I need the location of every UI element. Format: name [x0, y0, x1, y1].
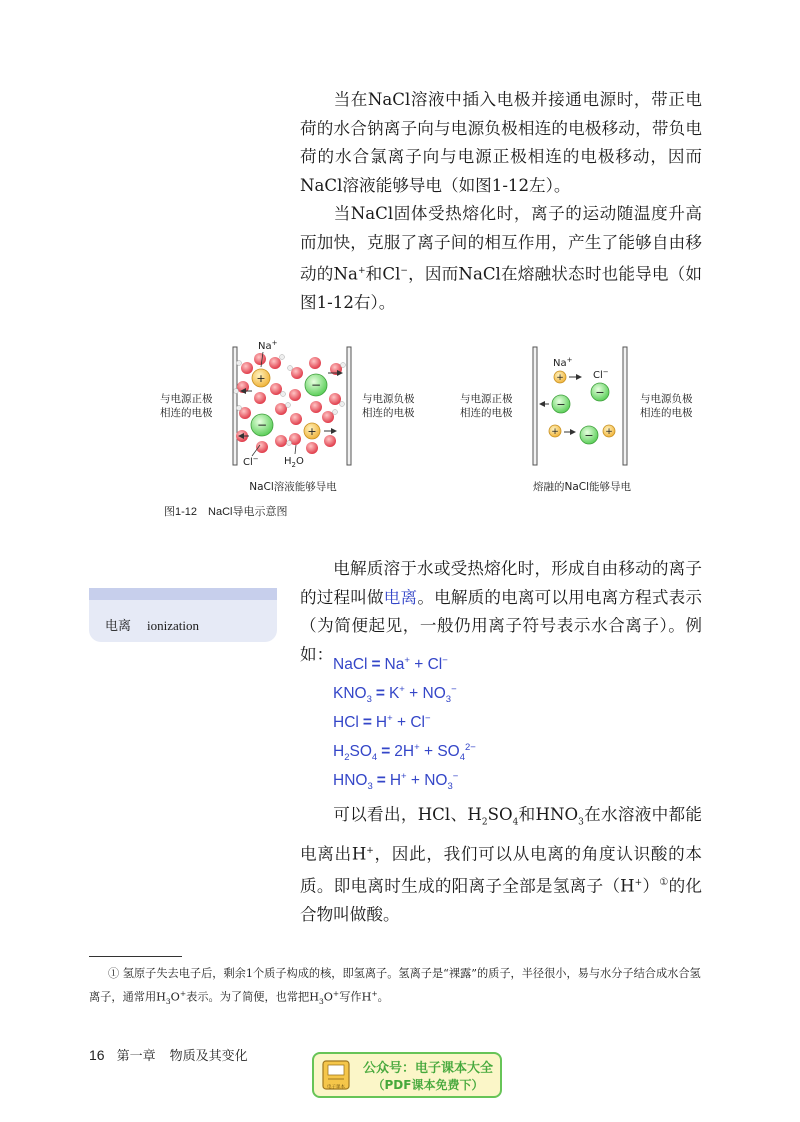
hydrated-sodium-ion-1: [234, 353, 286, 404]
svg-text:−: −: [556, 398, 566, 411]
footnote: ① 氢原子失去电子后，剩余1个质子构成的核，即氢离子。氢离子是“裸露”的质子，半径很小，易与水分子结合成水合氢离子，通常用$H_3O^+$表示。为了简便，也常把$H_3O^+$写作H+。: [89, 967, 701, 1006]
right-cathode-label-1: 与电源负极: [640, 393, 693, 405]
watermark-line-2: （PDF课本免费下）: [372, 1078, 484, 1092]
right-anode-label-2: 相连的电极: [460, 407, 513, 419]
equation-4: $H_2SO_4 = 2H^+ + SO_4^{2-}$: [333, 741, 476, 764]
right-cl-label: Cl−: [593, 368, 609, 381]
right-panel-molten: [460, 347, 693, 493]
right-anode-label-1: 与电源正极: [460, 393, 513, 405]
left-cathode-electrode: [347, 347, 351, 465]
glossary-term-zh: 电离: [105, 619, 132, 634]
svg-text:−: −: [595, 386, 605, 399]
equation-3: HCl = H+ + Cl−: [333, 712, 431, 731]
right-cathode-label-2: 相连的电极: [640, 407, 693, 419]
svg-text:+: +: [556, 373, 564, 383]
footnote-rule: [89, 956, 182, 957]
footnote-reference: ①: [659, 876, 669, 888]
figure-caption: 图1-12 NaCl导电示意图: [164, 506, 288, 518]
figure-diagram: [150, 335, 710, 520]
paragraph-acid-definition: 可以看出，HCl、$H_2SO_4$和$HNO_3$在水溶液中都能电离出H+，因此，我们可以从电离的角度认识酸的本质。即电离时生成的阳离子全部是氢离子（H+）①的化合物叫做酸。: [300, 805, 703, 924]
glossary-card-header: [89, 588, 277, 600]
paragraph-molten-conduction: 当NaCl固体受热熔化时，离子的运动随温度升高而加快，克服了离子间的相互作用，产生了能够自由移动的Na+和Cl−，因而NaCl在熔融状态时也能导电（如图1-12右）。: [300, 204, 702, 313]
svg-text:电子课本: 电子课本: [327, 1085, 345, 1090]
chapter-title: 物质及其变化: [169, 1048, 248, 1063]
equation-2: $KNO_3 = K^+ + NO_3^-$: [333, 683, 457, 706]
right-cathode-electrode: [623, 347, 627, 465]
hydrated-sodium-ion-2: [287, 410, 338, 455]
hydrated-chloride-ion-1: [288, 357, 346, 413]
right-na-label: Na+: [553, 356, 573, 369]
figure-nacl-conduction: [150, 335, 710, 520]
left-cathode-label-2: 相连的电极: [362, 407, 415, 419]
svg-text:+: +: [307, 425, 317, 438]
keyword-ionization: 电离: [383, 587, 418, 607]
glossary-term-en: ionization: [147, 618, 200, 633]
left-panel-title: NaCl溶液能够导电: [249, 481, 337, 493]
svg-text:−: −: [310, 378, 322, 392]
svg-text:+: +: [256, 372, 266, 385]
glossary-card: [89, 588, 277, 642]
left-water-label: $H_2O$: [284, 456, 304, 469]
left-na-label: Na+: [258, 339, 278, 352]
page-footer: [89, 1045, 248, 1064]
left-anode-electrode: [233, 347, 237, 465]
svg-text:−: −: [256, 418, 268, 432]
book-logo-icon: [320, 1058, 354, 1092]
watermark-line-1: 公众号：电子课本大全: [362, 1061, 493, 1076]
glossary-term: [105, 615, 199, 634]
right-panel-title: 熔融的NaCl能够导电: [532, 481, 632, 493]
left-anode-label-2: 相连的电极: [160, 407, 213, 419]
left-cl-label: Cl−: [243, 455, 259, 468]
left-panel-solution: [160, 339, 415, 493]
svg-text:−: −: [584, 429, 594, 442]
equation-5: $HNO_3 = H^+ + NO_3^-$: [333, 770, 459, 793]
hydrated-chloride-ion-2: [236, 403, 291, 454]
paragraph-solution-conduction: 当在NaCl溶液中插入电极并接通电源时，带正电荷的水合钠离子向与电源负极相连的电极移动，带负电荷的水合氯离子向与电源正极相连的电极移动，因而NaCl溶液能够导电（如图1-12左）。: [300, 90, 702, 195]
equation-1: NaCl = Na+ + Cl−: [333, 654, 448, 673]
page-number: 16: [89, 1047, 105, 1063]
left-cathode-label-1: 与电源负极: [362, 393, 415, 405]
right-anode-electrode: [533, 347, 537, 465]
paragraph-ionization-definition: 电解质溶于水或受热熔化时，形成自由移动的离子的过程叫做电离。电解质的电离可以用电离方程式表示（为简便起见，一般仍用离子符号表示水合离子）。例如：: [300, 559, 703, 664]
left-anode-label-1: 与电源正极: [160, 393, 213, 405]
watermark-badge: [312, 1052, 502, 1098]
svg-text:+: +: [551, 427, 559, 437]
chapter-label: 第一章: [116, 1048, 156, 1063]
ionization-equations: [333, 650, 476, 795]
svg-text:+: +: [605, 427, 613, 437]
